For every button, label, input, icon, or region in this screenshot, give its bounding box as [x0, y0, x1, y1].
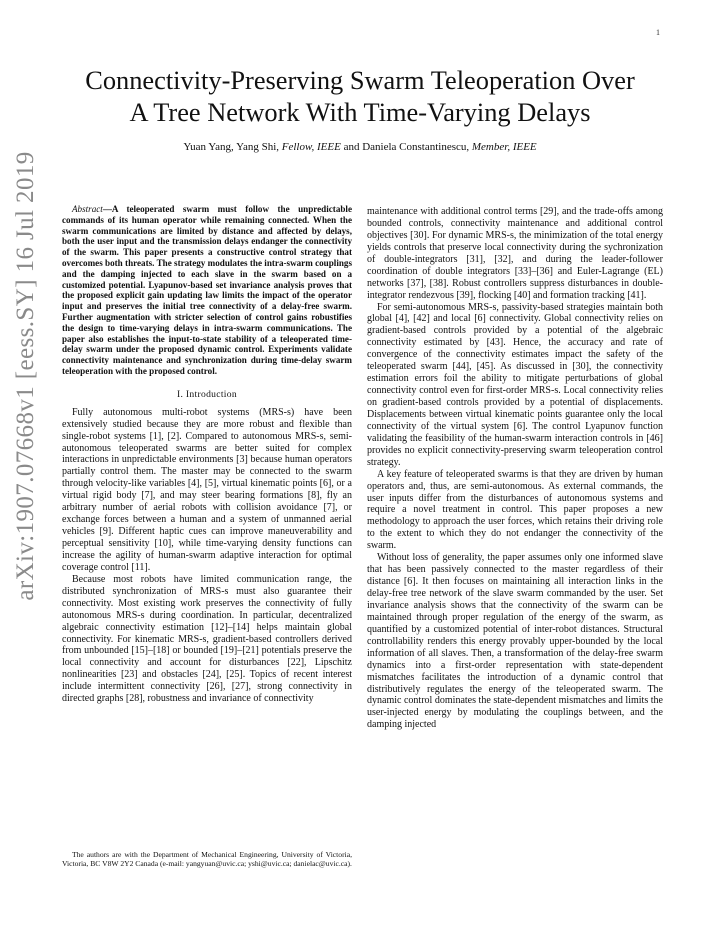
abstract-text: —A teleoperated swarm must follow the unpredictable commands of its human operator while remaining connected. When the swarm communications are limited by distance and affected by delays, both the user input and the transmission delays endanger the connectivity of the swarm. This paper presents a constructive control strategy that overcomes both threats. The strategy modulates the intra-swarm couplings and the damping injected to each slave in the swarm based on a customized potential. Lyapunov-based set invariance analysis proves that the proposed explicit gain updating law limits the impact of the operator input and preserves the initial tree connectivity of a delay-free swarm. Further augmentation with stricter selection of control gains robustifies the design to time-varying delays in intra-swarm communications. The paper also establishes the input-to-state stability of a teleoperated time-delay swarm under the proposed dynamic control. Experiments validate connectivity maintenance and synchronization during time-delay swarm teleoperation with the proposed control. — [62, 204, 352, 376]
arxiv-sidebar-stamp — [6, 60, 46, 692]
body-paragraph: For semi-autonomous MRS-s, passivity-based strategies maintain both global [4], [42] and local [6] connectivity. Global connectivity relies on gradient-based controls provided by a potential of the algebraic connectivity estimated by [43]. Hence, the accuracy and rate of convergence of the connectivity estimates impact the safety of the teleoperated swarm [44], [45]. As discussed in [30], the connectivity estimation errors foil the ability to mitigate perturbations of global connectivity control even for first-order MRS-s. Local connectivity relies on gradient-based controls provided by a potential of displacements. Displacements between virtual kinematic points guarantee only the local connectivity of the virtual system [6]. The control Lyapunov function validating the feasibility of the human-swarm interaction controls in [46] provides no explicit connectivity-preserving swarm teleoperation control strategy. — [367, 301, 663, 468]
body-paragraph: Because most robots have limited communication range, the distributed synchronization of MRS-s must also guarantee their connectivity. Most existing work preserves the connectivity of fully autonomous MRS-s during coordination. In particular, decentralized algebraic connectivity estimation [12]–[14] helps maintain global connectivity. For kinematic MRS-s, gradient-based controllers derived from unbounded [15]–[18] or bounded [19]–[21] potentials preserve the local connectivity and account for disturbances [22], Lipschitz nonlinearities [23] and obstacles [24], [25]. Topics of recent interest include intermittent connectivity [26], [27], strong connectivity in directed graphs [28], robustness and invariance of connectivity — [62, 573, 352, 705]
left-column — [62, 204, 352, 705]
author-list — [40, 140, 680, 154]
paper-title — [40, 64, 680, 128]
section-heading-introduction — [62, 389, 352, 401]
author-names-1: Yuan Yang, Yang Shi, — [183, 141, 282, 153]
author-names-2: and Daniela Constantinescu, — [340, 141, 472, 153]
page-number: 1 — [656, 28, 660, 37]
title-line-1: Connectivity-Preserving Swarm Teleoperation Over — [85, 65, 635, 95]
author-role-1: Fellow, IEEE — [281, 141, 341, 153]
body-paragraph: maintenance with additional control terms [29], and the trade-offs among bounded controls, connectivity maintenance and additional control objectives [30]. For dynamic MRS-s, the minimization of the total energy yields controls that preserve local connectivity during the sychronization of double-integrators [31], [32], and during the leader-follower coordination of double integrators [33]–[36] and Euler-Lagrange (EL) networks [37], [38]. Robust controllers suppress disturbances in double-integrator rendezvous [39], flocking [40] and formation tracking [41]. — [367, 206, 663, 301]
arxiv-identifier: arXiv:1907.07668v1 [eess.SY] 16 Jul 2019 — [12, 151, 39, 601]
body-paragraph: Fully autonomous multi-robot systems (MRS-s) have been extensively studied because they are more robust and flexible than single-robot systems [1], [2]. Compared to autonomous MRS-s, semi-autonomous teleoperated swarms are better suited for complex interactions in unpredictable environments [3] because human operators partially control them. The master may be connected to the swarm through velocity-like variables [4], [5], virtual kinematic points [6], or a virtual rigid body [7], and may steer bearing formations [8], fly an arbitrary number of aerial robots with collision avoidance [7], or exchange forces between a human and a system of unmanned aerial vehicles [9]. Different haptic cues can improve maneuverability and perceptual sensitivity [10], while time-varying density functions can increase the agility of human-swarm adaptive interaction for optimal coverage control [11]. — [62, 406, 352, 573]
section-heading-text: I. Introduction — [177, 388, 237, 400]
title-line-2: A Tree Network With Time-Varying Delays — [129, 97, 591, 127]
author-role-2: Member, IEEE — [471, 141, 537, 153]
body-paragraph: Without loss of generality, the paper assumes only one informed slave that has been passively connected to the master regardless of their distance [6]. It then focuses on maintaining all interaction links in the delay-free tree network of the slave swarm commanded by the user. Set invariance analysis shows that the connectivity of the swarm can be maintained through proper regulation of the energy of the swarm, as quantified by a customized potential of inter-robot distances. Structural controllability renders this energy provably upper-bounded by the local information of all slaves. Then, a transformation of the delay-free swarm dynamics into a first-order representation with state-dependent mismatches facilitates the introduction of a dynamic control that distributively regulates the energy of the teleoperated swarm. The dynamic control dominates the state-dependent mismatches and limits the user-injected energy by modulating the couplings between, and the damping injected — [367, 552, 663, 731]
body-paragraph: A key feature of teleoperated swarms is that they are driven by human operators and, thus, are semi-autonomous. As external commands, the user inputs differ from the disturbances of autonomous systems and require a novel treatment in control. This paper proposes a new methodology to approach the user forces, which retains their driving role to the extent to which they do not endanger the connectivity of the swarm. — [367, 468, 663, 552]
abstract — [62, 204, 352, 377]
author-affiliation-footnote: The authors are with the Department of Mechanical Engineering, University of Victoria, Victoria, BC V8W 2Y2 Canada (e-mail: yangyuan@uvic.ca; yshi@uvic.ca; danielac@uvic.ca). — [62, 850, 352, 868]
abstract-label: Abstract — [72, 204, 103, 214]
right-column — [367, 206, 663, 731]
